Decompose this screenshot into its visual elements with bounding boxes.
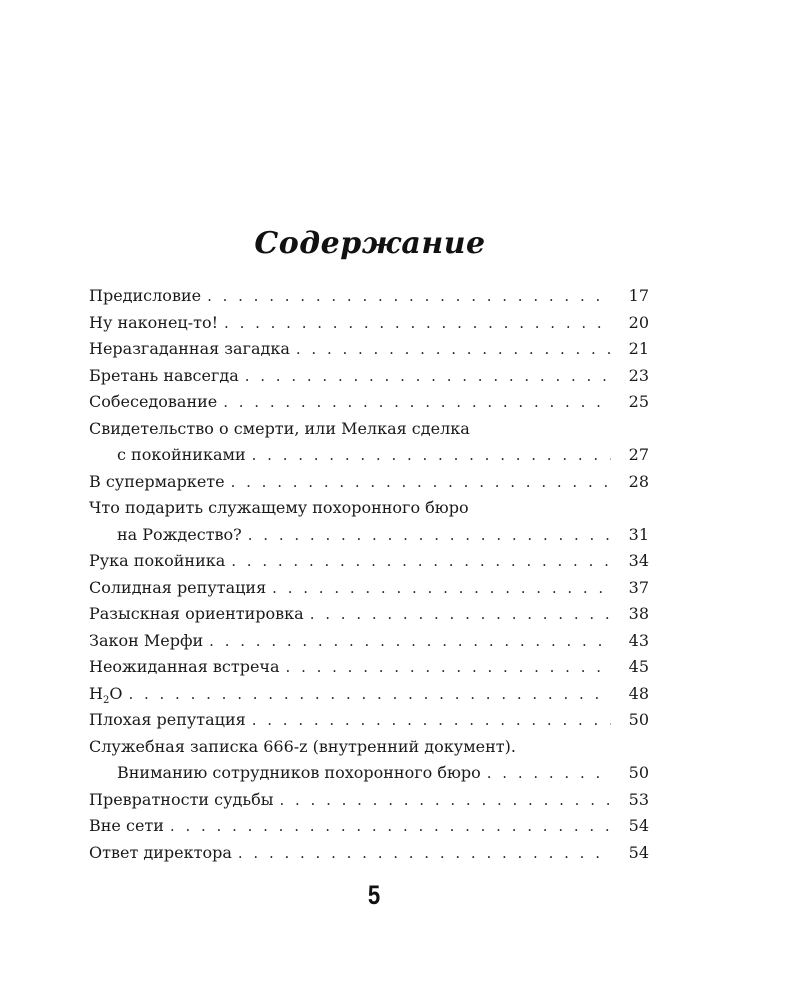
dot-leader: [224, 310, 611, 337]
toc-page-number: 31: [628, 524, 649, 544]
toc-entry-title: $H_2O$: [89, 683, 123, 706]
toc-entry-title: Свидетельство о смерти, или Мелкая сделка: [89, 418, 470, 438]
page-title: Содержание: [254, 226, 486, 261]
toc-entry-title: Служебная записка 666-z (внутренний документ).: [89, 736, 516, 756]
toc-entry-title: на Рождество?: [117, 524, 242, 544]
toc-entry: [89, 310, 649, 337]
toc-entry-title: Бретань навсегда: [89, 365, 239, 385]
toc-page-number: 53: [628, 789, 649, 809]
toc-line: [89, 283, 649, 310]
toc-entry-title: Вне сети: [89, 816, 164, 835]
dot-leader: [231, 469, 611, 496]
toc-line-continuation: [89, 760, 649, 787]
toc-entry: [89, 469, 649, 496]
toc-line: [89, 840, 649, 867]
toc-entry-title: Собеседование: [89, 392, 218, 411]
toc-entry: [89, 283, 649, 310]
toc-entry-title: Ну наконец-то!: [89, 312, 219, 332]
toc-entry-title: Что подарить служащему похоронного бюро: [89, 498, 469, 517]
toc-entry: [89, 681, 649, 708]
toc-line: [89, 548, 649, 575]
toc-entry: [89, 363, 649, 390]
toc-line: [89, 734, 649, 761]
toc-entry-title: Рука покойника: [89, 551, 226, 570]
dot-leader: [128, 681, 611, 708]
toc-page-number: 50: [628, 763, 649, 782]
toc-entry-title: с покойниками: [117, 445, 246, 464]
toc-line: [89, 469, 649, 496]
toc-line-continuation: [89, 442, 649, 469]
toc-page-number: 37: [628, 577, 649, 597]
dot-leader: [209, 628, 611, 655]
toc-page-number: 34: [628, 551, 649, 570]
toc-page-number: 28: [628, 471, 649, 491]
toc-line: [89, 416, 649, 443]
toc-page-number: 45: [628, 657, 649, 676]
toc-entry: [89, 548, 649, 575]
toc-line: [89, 310, 649, 337]
toc-entry-title: Солидная репутация: [89, 577, 267, 597]
toc-entry-title: Закон Мерфи: [89, 630, 204, 650]
toc-entry: [89, 495, 649, 548]
toc-entry-title: В супермаркете: [89, 471, 225, 491]
dot-leader: [252, 707, 611, 734]
dot-leader: [207, 283, 611, 310]
toc-page-number: 17: [628, 286, 649, 305]
toc-line: [89, 707, 649, 734]
toc-page-number: 50: [628, 710, 649, 729]
dot-leader: [272, 575, 611, 602]
toc-line: [89, 389, 649, 416]
dot-leader: [238, 840, 611, 867]
toc-page-number: 54: [628, 816, 649, 835]
dot-leader: [252, 442, 611, 469]
toc-entry: [89, 787, 649, 814]
toc-line: [89, 628, 649, 655]
toc-entry: [89, 840, 649, 867]
toc-entry-title: Неожиданная встреча: [89, 657, 280, 676]
toc-line: [89, 813, 649, 840]
toc-page-number: 25: [628, 392, 649, 411]
toc-entry: [89, 416, 649, 469]
toc-line: [89, 601, 649, 628]
toc-line-continuation: [89, 522, 649, 549]
toc-entry-title: Предисловие: [89, 286, 202, 305]
toc-entry: [89, 575, 649, 602]
toc-entry: [89, 654, 649, 681]
dot-leader: [231, 548, 611, 575]
dot-leader: [248, 522, 611, 549]
toc-page-number: 43: [628, 630, 649, 650]
toc-page-number: 27: [628, 445, 649, 464]
toc-entry: [89, 389, 649, 416]
page-number: 5: [367, 880, 381, 910]
toc-line: [89, 575, 649, 602]
toc-entry-title: Вниманию сотрудников похоронного бюро: [117, 763, 481, 782]
toc-entry-title: Ответ директора: [89, 842, 232, 862]
toc-entry-title: Превратности судьбы: [89, 789, 274, 809]
toc-line: [89, 654, 649, 681]
dot-leader: [487, 760, 611, 787]
dot-leader: [310, 601, 611, 628]
toc-entry: [89, 707, 649, 734]
toc-line: [89, 495, 649, 522]
dot-leader: [279, 787, 611, 814]
dot-leader: [223, 389, 611, 416]
table-of-contents: [89, 283, 649, 866]
toc-page-number: 23: [628, 365, 649, 385]
toc-entry: [89, 336, 649, 363]
toc-page-number: 21: [628, 339, 649, 358]
toc-line: [89, 336, 649, 363]
toc-entry: [89, 813, 649, 840]
toc-entry-title: Неразгаданная загадка: [89, 339, 290, 358]
toc-entry: [89, 601, 649, 628]
toc-line: [89, 787, 649, 814]
toc-page-number: 20: [628, 312, 649, 332]
dot-leader: [170, 813, 611, 840]
toc-page-number: 48: [628, 683, 649, 703]
toc-entry-title: Плохая репутация: [89, 710, 246, 729]
toc-line: [89, 681, 649, 708]
toc-entry: [89, 628, 649, 655]
toc-page-number: 38: [628, 604, 649, 623]
dot-leader: [245, 363, 611, 390]
dot-leader: [286, 654, 611, 681]
toc-entry: [89, 734, 649, 787]
toc-entry-title: Разыскная ориентировка: [89, 604, 304, 623]
toc-page-number: 54: [628, 842, 649, 862]
dot-leader: [296, 336, 611, 363]
toc-line: [89, 363, 649, 390]
